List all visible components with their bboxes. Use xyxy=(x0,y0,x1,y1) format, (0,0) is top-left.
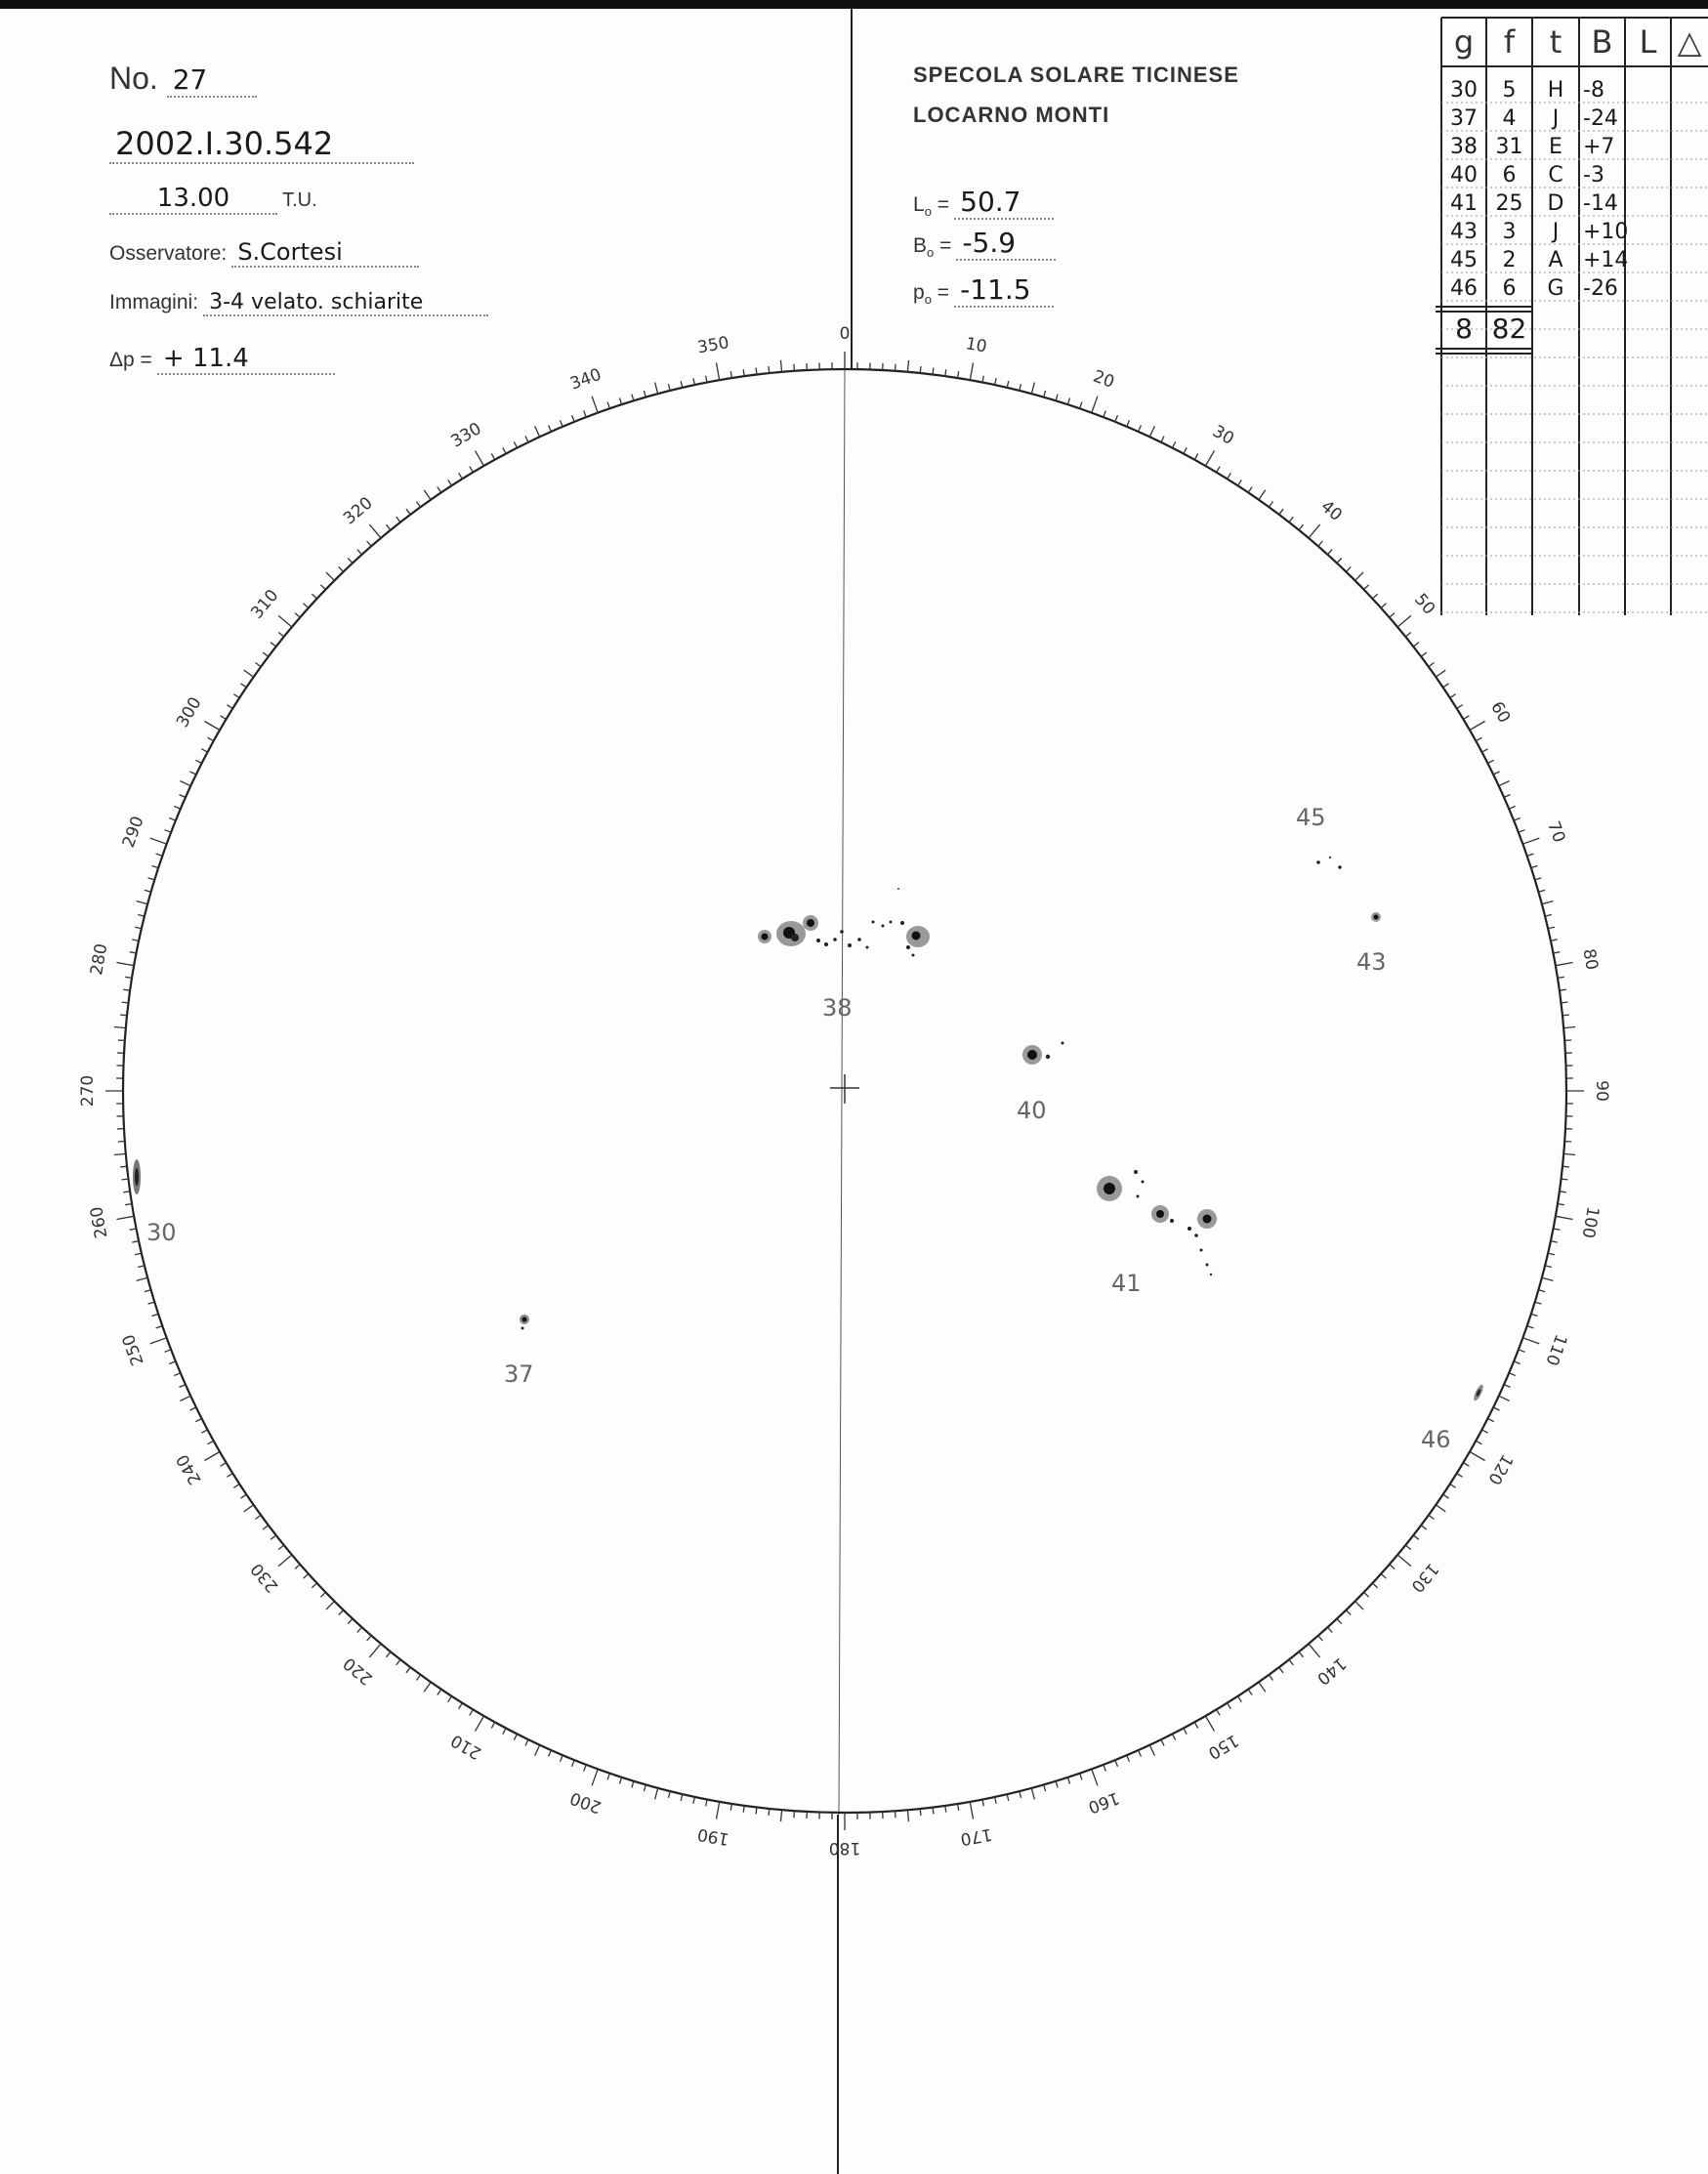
table-cell: A xyxy=(1548,248,1563,272)
degree-label: 140 xyxy=(1312,1652,1351,1689)
B0-value: -5.9 xyxy=(956,227,1056,261)
degree-label: 320 xyxy=(339,493,377,529)
table-cell: -8 xyxy=(1583,78,1604,103)
degree-label: 80 xyxy=(1578,947,1602,972)
degree-label: 250 xyxy=(118,1331,148,1368)
table-cell: 30 xyxy=(1450,78,1478,103)
p0-value: -11.5 xyxy=(954,273,1054,308)
table-cell: J xyxy=(1552,106,1560,131)
table-cell: +10 xyxy=(1583,220,1629,244)
degree-label: 210 xyxy=(447,1730,485,1763)
group-label-41: 41 xyxy=(1111,1270,1142,1297)
date-value: 2002.I.30.542 xyxy=(109,125,414,164)
table-cell: -14 xyxy=(1583,191,1618,216)
sunspot-group-46 xyxy=(1472,1384,1484,1402)
observer-label: Osservatore: xyxy=(109,242,228,265)
table-cell: 37 xyxy=(1450,106,1478,131)
table-cell: 41 xyxy=(1450,191,1478,216)
table-header-cell: B xyxy=(1591,23,1613,61)
degree-label: 90 xyxy=(1592,1080,1611,1102)
table-header-cell: g xyxy=(1453,23,1475,61)
images-label: Immagini: xyxy=(109,291,199,314)
degree-label: 10 xyxy=(964,334,988,357)
observatory-location: LOCARNO MONTI xyxy=(913,103,1110,127)
table-cell: -3 xyxy=(1583,163,1604,188)
degree-label: 340 xyxy=(567,364,604,395)
table-cell: 25 xyxy=(1495,191,1523,216)
sunspot-group-43 xyxy=(1371,912,1381,922)
degree-label: 30 xyxy=(1209,421,1237,449)
degree-label: 350 xyxy=(695,333,731,358)
degree-label: 220 xyxy=(339,1652,377,1689)
number-value: 27 xyxy=(167,63,257,98)
degree-label: 240 xyxy=(173,1450,206,1488)
group-label-30: 30 xyxy=(146,1219,177,1246)
table-total-cell: 82 xyxy=(1491,313,1527,345)
observatory-name: SPECOLA SOLARE TICINESE xyxy=(913,63,1239,87)
degree-label: 0 xyxy=(839,324,851,344)
sunspot-table xyxy=(1436,18,1708,615)
degree-label: 300 xyxy=(173,693,206,732)
table-cell: 43 xyxy=(1450,220,1478,244)
degree-label: 160 xyxy=(1085,1787,1122,1818)
table-cell: 45 xyxy=(1450,248,1478,272)
table-header-cell: f xyxy=(1503,23,1516,61)
time-unit: T.U. xyxy=(282,189,317,211)
table-cell: 38 xyxy=(1450,135,1478,159)
degree-label: 70 xyxy=(1543,818,1569,846)
B0-symbol: B xyxy=(913,234,928,257)
sunspot-group-41 xyxy=(1097,1170,1217,1275)
dp-label: Δp = xyxy=(109,349,152,371)
degree-label: 170 xyxy=(958,1823,994,1849)
sunspot-group-40 xyxy=(1022,1042,1064,1066)
sunspot-group-30 xyxy=(133,1159,141,1194)
degree-label: 270 xyxy=(78,1074,98,1108)
table-cell: 46 xyxy=(1450,276,1478,301)
group-label-38: 38 xyxy=(822,994,853,1022)
sunspot-group-45 xyxy=(1316,857,1342,869)
p0-symbol: p xyxy=(913,281,925,304)
degree-label: 110 xyxy=(1541,1331,1571,1368)
degree-label: 60 xyxy=(1486,698,1515,727)
sunspot-group-37 xyxy=(520,1315,529,1330)
table-cell: 6 xyxy=(1502,163,1517,188)
dp-value: + 11.4 xyxy=(157,344,335,375)
table-header-cell: L xyxy=(1639,23,1657,61)
axis-center xyxy=(839,369,845,1815)
table-cell: -24 xyxy=(1583,106,1618,131)
table-cell: G xyxy=(1547,276,1564,301)
table-cell: C xyxy=(1548,163,1563,188)
sunspot-group-38 xyxy=(758,888,930,957)
param-p0: $p_o = -11.5$ xyxy=(913,273,1054,308)
degree-label: 20 xyxy=(1090,366,1117,393)
param-B0: $B_o = -5.9$ xyxy=(913,227,1056,261)
degree-label: 330 xyxy=(447,419,485,452)
degree-label: 180 xyxy=(828,1838,861,1858)
degree-label: 40 xyxy=(1316,496,1346,525)
group-label-43: 43 xyxy=(1356,948,1387,976)
table-cell: 4 xyxy=(1502,106,1517,131)
group-label-40: 40 xyxy=(1017,1097,1047,1124)
B0-subscript: o xyxy=(927,245,935,261)
table-total-cell: 8 xyxy=(1455,313,1473,345)
table-cell: 40 xyxy=(1450,163,1478,188)
number-label: No. xyxy=(109,61,158,96)
degree-label: 260 xyxy=(87,1204,112,1240)
group-label-46: 46 xyxy=(1421,1426,1451,1453)
degree-label: 280 xyxy=(87,941,112,978)
table-cell: 2 xyxy=(1502,248,1517,272)
group-label-45: 45 xyxy=(1296,804,1326,831)
L0-symbol: L xyxy=(913,193,925,216)
degree-label: 150 xyxy=(1204,1730,1242,1763)
table-cell: J xyxy=(1552,220,1560,244)
param-L0: $L_o = 50.7$ xyxy=(913,186,1054,220)
table-cell: 6 xyxy=(1502,276,1517,301)
table-header-cell: △ xyxy=(1677,23,1702,61)
time-value: 13.00 xyxy=(109,184,277,215)
p0-subscript: o xyxy=(924,292,932,308)
degree-label: 230 xyxy=(247,1559,283,1597)
table-cell: 3 xyxy=(1502,220,1517,244)
table-cell: H xyxy=(1547,78,1564,103)
table-header-cell: t xyxy=(1549,23,1562,61)
table-cell: 5 xyxy=(1502,78,1517,103)
degree-label: 50 xyxy=(1410,590,1439,619)
degree-label: 100 xyxy=(1577,1204,1603,1240)
degree-label: 200 xyxy=(567,1787,604,1818)
images-value: 3-4 velato. schiarite xyxy=(203,290,488,316)
observer-value: S.Cortesi xyxy=(231,238,419,268)
degree-label: 120 xyxy=(1483,1450,1517,1488)
group-label-37: 37 xyxy=(504,1360,534,1388)
table-cell: 31 xyxy=(1495,135,1523,159)
degree-label: 190 xyxy=(695,1823,731,1849)
table-cell: +14 xyxy=(1583,248,1629,272)
table-cell: -26 xyxy=(1583,276,1618,301)
degree-label: 130 xyxy=(1406,1559,1442,1597)
degree-label: 290 xyxy=(118,814,148,851)
degree-label: 310 xyxy=(247,585,283,623)
table-cell: E xyxy=(1549,135,1562,159)
L0-subscript: o xyxy=(924,204,932,220)
L0-value: 50.7 xyxy=(954,186,1054,220)
table-cell: +7 xyxy=(1583,135,1615,159)
table-cell: D xyxy=(1547,191,1564,216)
